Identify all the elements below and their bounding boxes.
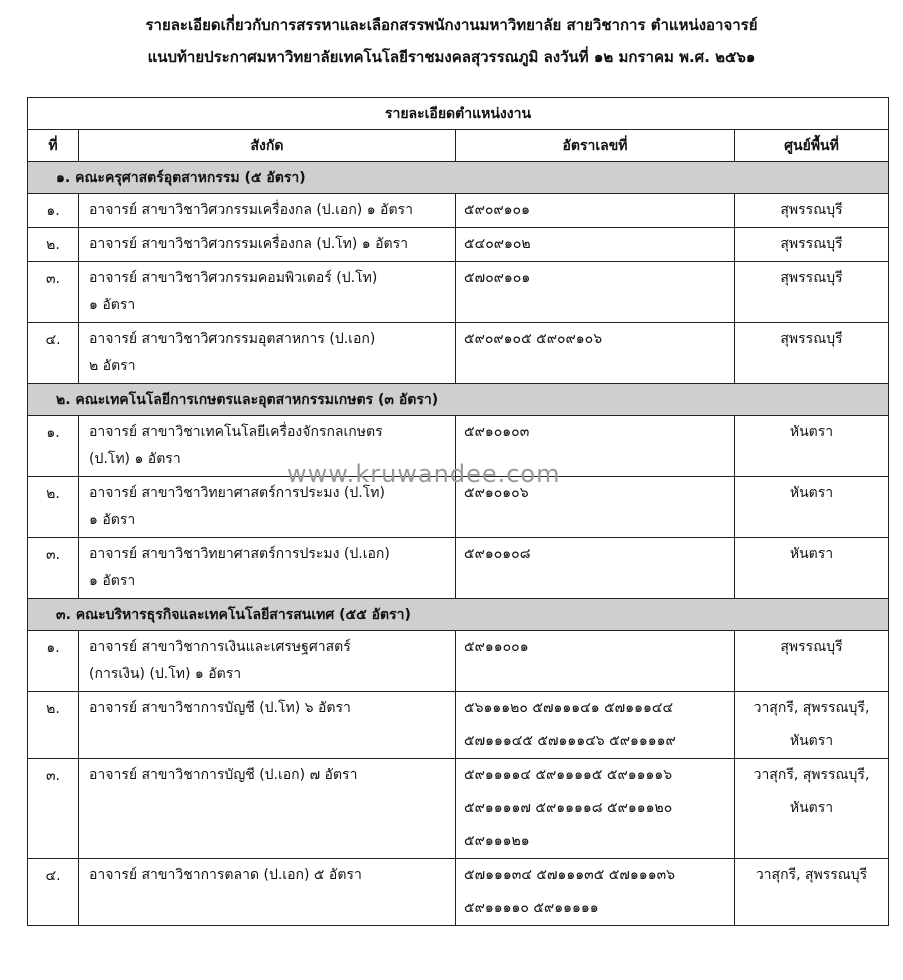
position-text: อาจารย์ สาขาวิชาการบัญชี (ป.เอก) ๗ อัตรา	[89, 767, 358, 783]
position-text: อาจารย์ สาขาวิชาวิทยาศาสตร์การประมง (ป.โท)	[89, 485, 385, 501]
rate-numbers-text: ๕๗๑๑๑๓๔ ๕๗๑๑๑๓๕ ๕๗๑๑๑๓๖	[464, 867, 676, 883]
document-subtitle: แนบท้ายประกาศมหาวิทยาลัยเทคโนโลยีราชมงคลสุวรรณภูมิ ลงวันที่ ๑๒ มกราคม พ.ศ. ๒๕๖๑	[147, 48, 756, 66]
row-number: ๒.	[28, 692, 79, 759]
area-text: หันตรา	[789, 424, 834, 440]
rate-numbers-cell	[456, 631, 735, 692]
rate-numbers-text: ๕๖๑๑๑๒๐ ๕๗๑๑๑๔๑ ๕๗๑๑๑๔๔	[464, 700, 674, 716]
positions-table	[27, 97, 889, 926]
area-text: หันตรา	[789, 800, 834, 816]
position-cell	[79, 228, 456, 262]
section-heading: ๓. คณะบริหารธุรกิจและเทคโนโลยีสารสนเทศ (๕๕ อัตรา)	[28, 599, 889, 631]
document-title: รายละเอียดเกี่ยวกับการสรรหาและเลือกสรรพนักงานมหาวิทยาลัย สายวิชาการ ตำแหน่งอาจารย์	[145, 16, 758, 34]
area-cell	[735, 477, 889, 538]
column-header-rate-numbers: อัตราเลขที่	[456, 130, 735, 162]
row-number: ๔.	[28, 323, 79, 384]
rate-numbers-text: ๕๙๐๙๑๐๕ ๕๙๐๙๑๐๖	[464, 331, 603, 347]
position-text: ๑ อัตรา	[89, 573, 136, 589]
position-cell	[79, 323, 456, 384]
area-text: หันตรา	[789, 485, 834, 501]
table-row	[28, 323, 889, 384]
row-number: ๒.	[28, 477, 79, 538]
position-text: อาจารย์ สาขาวิชาเทคโนโลยีเครื่องจักรกลเกษตร	[89, 424, 383, 440]
rate-numbers-text: ๕๙๑๑๑๑๔ ๕๙๑๑๑๑๕ ๕๙๑๑๑๑๖	[464, 767, 673, 783]
position-text: ๑ อัตรา	[89, 297, 136, 313]
rate-numbers-cell	[456, 228, 735, 262]
area-text: สุพรรณบุรี	[780, 639, 843, 655]
position-cell	[79, 692, 456, 759]
area-cell	[735, 228, 889, 262]
section-heading: ๑. คณะครุศาสตร์อุตสาหกรรม (๕ อัตรา)	[28, 162, 889, 194]
row-number: ๑.	[28, 416, 79, 477]
rate-numbers-text: ๕๙๑๑๑๒๑	[464, 833, 530, 849]
position-text: อาจารย์ สาขาวิชาวิศวกรรมอุตสาหการ (ป.เอก)	[89, 331, 376, 347]
table-row	[28, 631, 889, 692]
rate-numbers-text: ๕๙๑๐๑๐๖	[464, 485, 529, 501]
row-number: ๑.	[28, 631, 79, 692]
row-number: ๒.	[28, 228, 79, 262]
area-text: วาสุกรี, สุพรรณบุรี	[755, 867, 868, 883]
position-text: อาจารย์ สาขาวิชาวิศวกรรมคอมพิวเตอร์ (ป.โท)	[89, 270, 378, 286]
rate-numbers-cell	[456, 759, 735, 859]
table-row	[28, 262, 889, 323]
table-title-row	[28, 98, 889, 130]
rate-numbers-text: ๕๔๐๙๑๐๒	[464, 236, 531, 252]
position-text: อาจารย์ สาขาวิชาวิศวกรรมเครื่องกล (ป.โท) ๑ อัตรา	[89, 236, 409, 252]
table-row	[28, 692, 889, 759]
rate-numbers-text: ๕๙๑๑๑๑๗ ๕๙๑๑๑๑๘ ๕๙๑๑๑๒๐	[464, 800, 673, 816]
column-header-number: ที่	[28, 130, 79, 162]
rate-numbers-text: ๕๙๑๑๑๑๐ ๕๙๑๑๑๑๑	[464, 900, 599, 916]
table-row	[28, 759, 889, 859]
position-cell	[79, 538, 456, 599]
row-number: ๓.	[28, 538, 79, 599]
position-text: ๑ อัตรา	[89, 512, 136, 528]
area-cell	[735, 538, 889, 599]
position-cell	[79, 194, 456, 228]
position-text: (การเงิน) (ป.โท) ๑ อัตรา	[89, 666, 242, 682]
area-text: สุพรรณบุรี	[780, 202, 843, 218]
area-text: หันตรา	[789, 546, 834, 562]
section-header-row	[28, 599, 889, 631]
area-text: วาสุกรี, สุพรรณบุรี,	[753, 767, 870, 783]
position-cell	[79, 859, 456, 926]
column-header-area: ศูนย์พื้นที่	[735, 130, 889, 162]
table-row	[28, 859, 889, 926]
area-cell	[735, 759, 889, 859]
rate-numbers-text: ๕๙๑๐๑๐๘	[464, 546, 531, 562]
rate-numbers-cell	[456, 859, 735, 926]
position-cell	[79, 759, 456, 859]
row-number: ๔.	[28, 859, 79, 926]
area-text: หันตรา	[789, 733, 834, 749]
area-cell	[735, 262, 889, 323]
rate-numbers-text: ๕๙๑๐๑๐๓	[464, 424, 530, 440]
position-text: (ป.โท) ๑ อัตรา	[89, 451, 181, 467]
position-text: อาจารย์ สาขาวิชาการตลาด (ป.เอก) ๕ อัตรา	[89, 867, 362, 883]
area-cell	[735, 859, 889, 926]
table-row	[28, 194, 889, 228]
rate-numbers-text: ๕๗๑๑๑๔๕ ๕๗๑๑๑๔๖ ๕๙๑๑๑๑๙	[464, 733, 676, 749]
position-text: อาจารย์ สาขาวิชาวิศวกรรมเครื่องกล (ป.เอก) ๑ อัตรา	[89, 202, 413, 218]
column-header-row	[28, 130, 889, 162]
area-text: สุพรรณบุรี	[780, 270, 843, 286]
position-text: อาจารย์ สาขาวิชาการเงินและเศรษฐศาสตร์	[89, 639, 351, 655]
row-number: ๓.	[28, 759, 79, 859]
area-cell	[735, 416, 889, 477]
rate-numbers-text: ๕๙๑๑๐๐๑	[464, 639, 529, 655]
position-cell	[79, 631, 456, 692]
rate-numbers-cell	[456, 194, 735, 228]
table-title: รายละเอียดตำแหน่งงาน	[28, 98, 889, 130]
row-number: ๓.	[28, 262, 79, 323]
section-heading: ๒. คณะเทคโนโลยีการเกษตรและอุตสาหกรรมเกษตร (๓ อัตรา)	[28, 384, 889, 416]
watermark: www.kruwandee.com	[287, 460, 561, 488]
area-text: สุพรรณบุรี	[780, 236, 843, 252]
area-cell	[735, 631, 889, 692]
rate-numbers-text: ๕๙๐๙๑๐๑	[464, 202, 530, 218]
area-cell	[735, 692, 889, 759]
position-text: อาจารย์ สาขาวิชาวิทยาศาสตร์การประมง (ป.เอก)	[89, 546, 390, 562]
position-text: อาจารย์ สาขาวิชาการบัญชี (ป.โท) ๖ อัตรา	[89, 700, 351, 716]
table-row	[28, 228, 889, 262]
position-cell	[79, 262, 456, 323]
area-text: วาสุกรี, สุพรรณบุรี,	[753, 700, 870, 716]
rate-numbers-cell	[456, 262, 735, 323]
section-header-row	[28, 384, 889, 416]
area-cell	[735, 194, 889, 228]
table-row	[28, 538, 889, 599]
column-header-affiliation: สังกัด	[79, 130, 456, 162]
area-text: สุพรรณบุรี	[780, 331, 843, 347]
row-number: ๑.	[28, 194, 79, 228]
rate-numbers-cell	[456, 323, 735, 384]
rate-numbers-cell	[456, 692, 735, 759]
rate-numbers-text: ๕๗๐๙๑๐๑	[464, 270, 531, 286]
position-text: ๒ อัตรา	[89, 358, 136, 374]
rate-numbers-cell	[456, 538, 735, 599]
area-cell	[735, 323, 889, 384]
section-header-row	[28, 162, 889, 194]
